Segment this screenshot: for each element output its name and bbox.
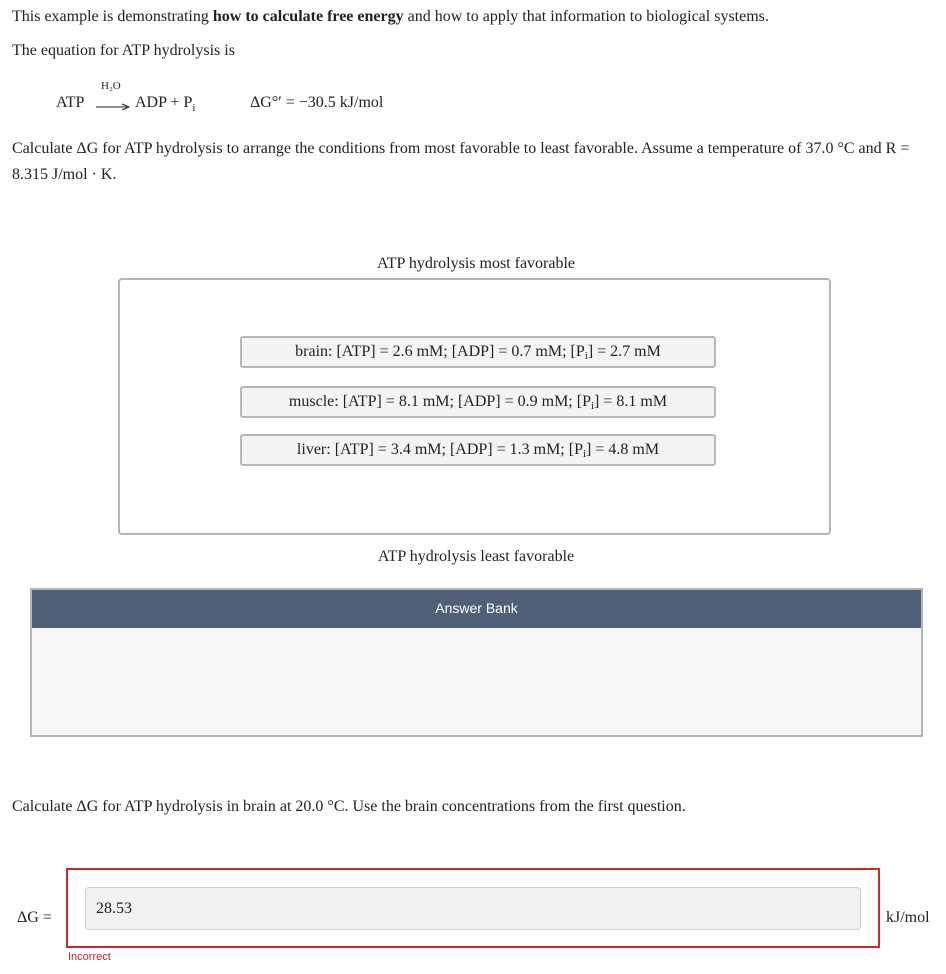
least-favorable-label: ATP hydrolysis least favorable xyxy=(377,548,575,565)
equation-intro: The equation for ATP hydrolysis is xyxy=(12,42,235,59)
delta-g-label: ΔG = xyxy=(17,909,52,926)
equation-catalyst: H₂O xyxy=(101,80,121,92)
feedback-incorrect: Incorrect xyxy=(68,951,111,963)
ranking-dropzone[interactable] xyxy=(118,278,831,535)
delta-g-standard: ΔG°′ = −30.5 kJ/mol xyxy=(250,94,384,111)
equation-products: ADP + $P_i$ xyxy=(135,94,196,114)
hydrolysis-equation xyxy=(56,80,476,120)
question-2: Calculate ΔG for ATP hydrolysis in brain at 20.0 °C. Use the brain concentrations from the first question. xyxy=(12,798,686,815)
intro-bold: how to calculate free energy xyxy=(212,8,404,25)
intro-text: This example is demonstrating how to calculate free energy and how to apply that information to biological systems. xyxy=(12,8,769,25)
reaction-arrow-icon xyxy=(96,102,130,112)
delta-g-input[interactable] xyxy=(85,887,861,930)
answer-bank[interactable] xyxy=(30,588,923,737)
question-1: Calculate ΔG for ATP hydrolysis to arrange the conditions from most favorable to least favorable. Assume a temperature of 37.0 °C and R = 8.315 J/mol · K. xyxy=(12,140,910,183)
answer-box xyxy=(66,868,880,948)
answer-bank-title: Answer Bank xyxy=(32,590,921,628)
unit-label: kJ/mol xyxy=(886,909,930,926)
equation-reactant: ATP xyxy=(56,94,85,111)
ranking-item-muscle[interactable]: muscle: [ATP] = 8.1 mM; [ADP] = 0.9 mM; $[P_i] = 8.1$ mM xyxy=(240,386,716,418)
ranking-item-brain[interactable]: brain: [ATP] = 2.6 mM; [ADP] = 0.7 mM; $[P_i] = 2.7$ mM xyxy=(240,336,716,368)
ranking-item-liver[interactable]: liver: [ATP] = 3.4 mM; [ADP] = 1.3 mM; $[P_i] = 4.8$ mM xyxy=(240,434,716,466)
most-favorable-label: ATP hydrolysis most favorable xyxy=(376,255,576,272)
